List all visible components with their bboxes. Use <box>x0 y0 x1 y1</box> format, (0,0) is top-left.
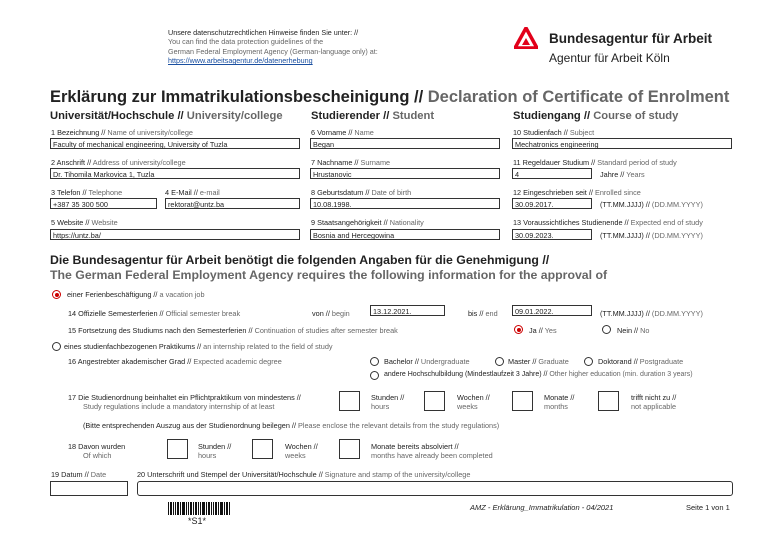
other-education-radio[interactable] <box>370 371 379 380</box>
continuation-no-radio[interactable] <box>602 325 611 334</box>
date-format-hint: (TT.MM.JJJJ) // (DD.MM.YYYY) <box>600 231 703 240</box>
unit-years: Jahre // Years <box>600 170 645 179</box>
email-field[interactable]: rektorat@untz.ba <box>165 198 300 209</box>
completed-months-box[interactable] <box>339 439 360 459</box>
nationality-field[interactable]: Bosnia and Hercegowina <box>310 229 500 240</box>
label-f20: 20 Unterschrift und Stempel der Universität/Hochschule // Signature and stamp of the university/college <box>137 470 471 479</box>
date-field[interactable] <box>50 481 128 496</box>
label-f12: 12 Eingeschrieben seit // Enrolled since <box>513 188 641 197</box>
label-f17: 17 Die Studienordnung beinhaltet ein Pflichtpraktikum von mindestens // <box>68 393 301 402</box>
subject-field[interactable]: Mechatronics engineering <box>512 138 732 149</box>
date-format-hint: (TT.MM.JJJJ) // (DD.MM.YYYY) <box>600 200 703 209</box>
vacation-job-label: einer Ferienbeschäftigung // a vacation job <box>67 290 205 299</box>
label-f8: 8 Geburtsdatum // Date of birth <box>311 188 412 197</box>
internship-hours-box[interactable] <box>339 391 360 411</box>
agency-logo-icon <box>514 27 538 49</box>
label-f14: 14 Offizielle Semesterferien // Official semester break <box>68 309 241 318</box>
website-field[interactable]: https://untz.ba/ <box>50 229 300 240</box>
title-en: Declaration of Certificate of Enrolment <box>427 88 730 106</box>
section-student-en: Student <box>392 110 435 122</box>
internship-months-box[interactable] <box>512 391 533 411</box>
first-name-field[interactable]: Began <box>310 138 500 149</box>
page-title <box>50 88 729 107</box>
completed-weeks-box[interactable] <box>252 439 273 459</box>
continuation-yes-radio[interactable] <box>514 325 523 334</box>
not-applicable-label: trifft nicht zu // not applicable <box>631 393 677 411</box>
completed-months-label: Monate bereits absolviert // months have already been completed <box>371 442 493 460</box>
label-f11: 11 Regeldauer Studium // Standard period of study <box>513 158 677 167</box>
label-f2: 2 Anschrift // Address of university/college <box>51 158 186 167</box>
barcode-icon <box>168 502 230 515</box>
section-student <box>311 110 434 122</box>
section-course <box>513 110 678 122</box>
internship-weeks-box[interactable] <box>424 391 445 411</box>
bachelor-label: Bachelor // Undergraduate <box>384 357 470 366</box>
telephone-field[interactable]: +387 35 300 500 <box>50 198 157 209</box>
unit-months: Monate // months <box>544 393 575 411</box>
standard-period-field[interactable]: 4 <box>512 168 592 179</box>
approval-heading-en: The German Federal Employment Agency requires the following information for the approval of <box>50 268 608 282</box>
surname-field[interactable]: Hrustanovic <box>310 168 500 179</box>
date-format-hint: (TT.MM.JJJJ) // (DD.MM.YYYY) <box>600 309 703 318</box>
other-education-label: andere Hochschulbildung (Mindestlaufzeit 3 Jahre) // Other higher education (min. duration 3 years) <box>384 371 693 378</box>
form-id: AMZ - Erklärung_Immatrikulation - 04/2021 <box>470 503 614 512</box>
unit-hours: Stunden // hours <box>198 442 232 460</box>
privacy-line-1: Unsere datenschutzrechtlichen Hinweise finden Sie unter: // <box>168 28 359 37</box>
label-f10: 10 Studienfach // Subject <box>513 128 595 137</box>
label-f6: 6 Vorname // Name <box>311 128 374 137</box>
unit-weeks: Wochen // weeks <box>285 442 318 460</box>
page-number: Seite 1 von 1 <box>686 503 730 512</box>
university-name-field[interactable]: Faculty of mechanical engineering, University of Tuzla <box>50 138 300 149</box>
vacation-job-radio[interactable] <box>52 290 61 299</box>
label-f15: 15 Fortsetzung des Studiums nach den Semesterferien // Continuation of studies after semester break <box>68 326 398 335</box>
expected-end-field[interactable]: 30.09.2023. <box>512 229 592 240</box>
continuation-no-label: Nein // No <box>617 326 650 335</box>
privacy-line-3: German Federal Employment Agency (German-language only) at: <box>168 46 378 56</box>
label-f17-en: Study regulations include a mandatory internship of at least <box>83 402 275 411</box>
logo-name: Bundesagentur für Arbeit <box>549 31 713 46</box>
barcode-text: *S1* <box>188 516 207 526</box>
unit-hours: Stunden // hours <box>371 393 405 411</box>
label-von: von // begin <box>312 309 350 318</box>
label-f9: 9 Staatsangehörigkeit // Nationality <box>311 218 424 227</box>
master-label: Master // Graduate <box>508 357 569 366</box>
section-student-de: Studierender // <box>311 110 390 122</box>
section-university-de: Universität/Hochschule // <box>50 110 184 122</box>
label-f3: 3 Telefon // Telephone <box>51 188 123 197</box>
doktorand-radio[interactable] <box>584 357 593 366</box>
section-university <box>50 110 283 122</box>
regulations-note: (Bitte entsprechenden Auszug aus der Studienordnung beilegen // Please enclose the relevant details from the study regulations) <box>83 421 500 430</box>
label-f7: 7 Nachname // Surname <box>311 158 391 167</box>
doktorand-label: Doktorand // Postgraduate <box>598 357 684 366</box>
section-course-de: Studiengang // <box>513 110 591 122</box>
completed-hours-box[interactable] <box>167 439 188 459</box>
privacy-link[interactable]: https://www.arbeitsagentur.de/datenerhebung <box>168 56 313 66</box>
master-radio[interactable] <box>495 357 504 366</box>
internship-radio[interactable] <box>52 342 61 351</box>
approval-heading-de: Die Bundesagentur für Arbeit benötigt die folgenden Angaben für die Genehmigung // <box>50 253 550 267</box>
privacy-line-2: You can find the data protection guidelines of the <box>168 37 324 47</box>
label-bis: bis // end <box>468 309 498 318</box>
label-f1: 1 Bezeichnung // Name of university/college <box>51 128 193 137</box>
privacy-notice <box>168 28 428 66</box>
label-f19: 19 Datum // Date <box>51 470 107 479</box>
internship-label: eines studienfachbezogenen Praktikums // an internship related to the field of study <box>64 342 333 351</box>
title-de: Erklärung zur Immatrikulationsbescheinigung // <box>50 88 424 106</box>
bachelor-radio[interactable] <box>370 357 379 366</box>
label-f13: 13 Voraussichtliches Studienende // Expected end of study <box>513 218 703 227</box>
university-address-field[interactable]: Dr. Tihomila Markovica 1, Tuzla <box>50 168 300 179</box>
logo-subtitle: Agentur für Arbeit Köln <box>549 51 670 65</box>
break-end-field[interactable]: 09.01.2022. <box>512 305 592 316</box>
section-university-en: University/college <box>186 110 283 122</box>
label-f16: 16 Angestrebter akademischer Grad // Expected academic degree <box>68 357 282 366</box>
label-f4: 4 E-Mail // e-mail <box>165 188 220 197</box>
enrolled-since-field[interactable]: 30.09.2017. <box>512 198 592 209</box>
label-f5: 5 Website // Website <box>51 218 118 227</box>
label-f18: 18 Davon wurden Of which <box>68 442 126 460</box>
signature-field[interactable] <box>137 481 733 496</box>
date-of-birth-field[interactable]: 10.08.1998. <box>310 198 500 209</box>
section-course-en: Course of study <box>593 110 679 122</box>
not-applicable-box[interactable] <box>598 391 619 411</box>
continuation-yes-label: Ja // Yes <box>529 326 557 335</box>
unit-weeks: Wochen // weeks <box>457 393 490 411</box>
break-begin-field[interactable]: 13.12.2021. <box>370 305 445 316</box>
